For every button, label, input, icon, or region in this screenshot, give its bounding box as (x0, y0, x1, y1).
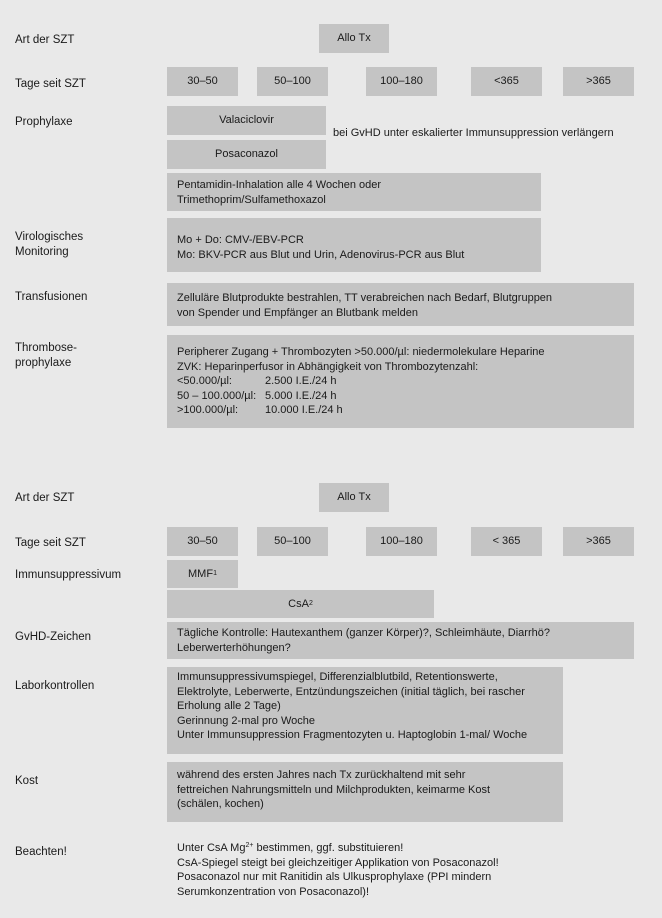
pentamidin-box: Pentamidin-Inhalation alle 4 Wochen oder Trimethoprim/Sulfamethoxazol (167, 173, 541, 211)
kost-box: während des ersten Jahres nach Tx zurückhaltend mit sehr fettreichen Nahrungsmitteln und Milchprodukten, keimarme Kost (schälen, kochen) (167, 762, 563, 822)
days-gt365-box-2: >365 (563, 527, 634, 556)
days-lt365-box-2: < 365 (471, 527, 542, 556)
days-50-100-box-2: 50–100 (257, 527, 328, 556)
thromb-row: <50.000/µl: 2.500 I.E./24 h (177, 375, 337, 387)
art-der-szt-label: Art der SZT (15, 34, 75, 46)
prophylaxe-label: Prophylaxe (15, 116, 73, 128)
days-100-180-box-2: 100–180 (366, 527, 437, 556)
days-50-100-box: 50–100 (257, 67, 328, 96)
gvhd-zeichen-label: GvHD-Zeichen (15, 631, 92, 643)
immunsuppressivum-label: Immunsuppressivum (15, 569, 122, 581)
tage-seit-szt-label: Tage seit SZT (15, 78, 86, 90)
days-30-50-box-2: 30–50 (167, 527, 238, 556)
transfusionen-label: Transfusionen (15, 291, 88, 303)
thromboseprophylaxe-box: Peripherer Zugang + Thrombozyten >50.000/µl: niedermolekulare Heparine ZVK: Heparinperfusor in Abhängigkeit von Thrombozytenzahl: <50.000/µl: 2.500 I.E./24 h 50 – 100.000/µl: 5.000 I.E./24 h >100.000/µl: 10.000 I.E./24 h (167, 335, 634, 428)
thromboseprophylaxe-label: Thrombose- prophylaxe (15, 342, 77, 369)
laborkontrollen-box: Immunsuppressivumspiegel, Differenzialblutbild, Retentionswerte, Elektrolyte, Leberwerte, Entzündungszeichen (initial täglich, bei rascher Erholung alle 2 Tage) Gerinnung 2-mal pro Woche Unter Immunsuppression Fragmentozyten u. Haptoglobin 1-mal/ Woche (167, 667, 563, 754)
beachten-label: Beachten! (15, 846, 67, 858)
beachten-notes: Unter CsA $Mg^{2+}$ bestimmen, ggf. substituieren! CsA-Spiegel steigt bei gleichzeitiger Applikation von Posaconazol! Posaconazol nur mit Ranitidin als Ulkusprophylaxe (PPI mindern Serumkonzentration von Posaconazol)! (177, 842, 499, 898)
virologisches-monitoring-box: Mo + Do: CMV-/EBV-PCR Mo: BKV-PCR aus Blut und Urin, Adenovirus-PCR aus Blut (167, 218, 541, 272)
csa-box: CsA 2 (167, 590, 434, 618)
transfusionen-box: Zelluläre Blutprodukte bestrahlen, TT verabreichen nach Bedarf, Blutgruppen von Spender und Empfänger an Blutbank melden (167, 283, 634, 326)
allo-tx-box-2: Allo Tx (319, 483, 389, 512)
valaciclovir-box: Valaciclovir (167, 106, 326, 135)
days-lt365-box: <365 (471, 67, 542, 96)
prophylaxe-note: bei GvHD unter eskalierter Immunsuppression verlängern (333, 127, 614, 139)
allo-tx-box: Allo Tx (319, 24, 389, 53)
kost-label: Kost (15, 775, 39, 787)
virologisches-monitoring-label: Virologisches Monitoring (15, 231, 84, 258)
laborkontrollen-label: Laborkontrollen (15, 680, 95, 692)
days-30-50-box: 30–50 (167, 67, 238, 96)
days-gt365-box: >365 (563, 67, 634, 96)
art-der-szt-label-2: Art der SZT (15, 492, 75, 504)
gvhd-zeichen-box: Tägliche Kontrolle: Hautexanthem (ganzer Körper)?, Schleimhäute, Diarrhö? Leberwerterhöhungen? (167, 622, 634, 659)
posaconazol-box: Posaconazol (167, 140, 326, 169)
days-100-180-box: 100–180 (366, 67, 437, 96)
thromb-row: >100.000/µl: 10.000 I.E./24 h (177, 404, 343, 416)
tage-seit-szt-label-2: Tage seit SZT (15, 537, 86, 549)
thromb-row: 50 – 100.000/µl: 5.000 I.E./24 h (177, 389, 337, 402)
mmf-box: MMF 1 (167, 560, 238, 588)
